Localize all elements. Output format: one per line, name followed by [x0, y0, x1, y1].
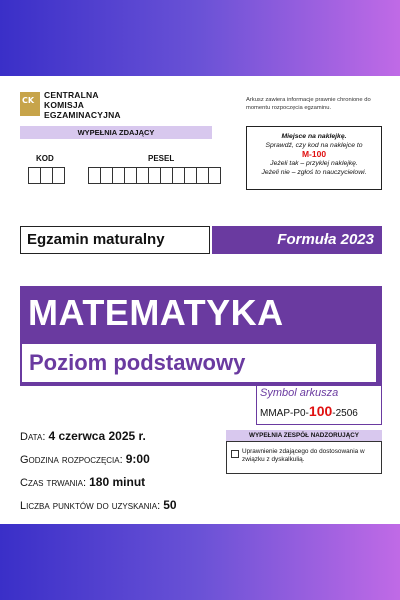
pesel-label: PESEL: [148, 154, 175, 163]
kod-label: KOD: [36, 154, 54, 163]
exam-points: [20, 498, 177, 512]
sticker-placeholder: [246, 126, 382, 190]
cke-logo-icon: CK: [20, 92, 40, 116]
exam-duration: [20, 475, 145, 489]
sticker-line: Sprawdź, czy kod na naklejce to: [265, 142, 363, 149]
exam-name: Egzamin maturalny: [20, 226, 210, 254]
symbol-mid: 100: [308, 403, 333, 419]
symbol-label: Symbol arkusza: [260, 387, 339, 399]
points-value: 50: [163, 498, 177, 512]
symbol-code: [260, 403, 358, 419]
subject-title: MATEMATYKA: [28, 292, 284, 333]
sticker-title: Miejsce na naklejkę.: [281, 133, 347, 140]
dyscalculia-label: Uprawnienie zdającego do dostosowania w związku z dyskalkulią.: [242, 448, 365, 463]
institution-line: CENTRALNA: [44, 90, 99, 100]
sticker-line: Jeżeli nie – zgłoś to nauczycielowi.: [261, 169, 367, 176]
duration-label: Czas trwania:: [20, 477, 87, 489]
start-label: Godzina rozpoczęcia:: [20, 454, 123, 466]
exam-date: [20, 429, 146, 443]
points-label: Liczba punktów do uzyskania:: [20, 500, 161, 512]
pesel-digit-cell[interactable]: [208, 167, 221, 184]
supervisor-header: WYPEŁNIA ZESPÓŁ NADZORUJĄCY: [226, 430, 382, 442]
bottom-gradient-band: [0, 524, 400, 600]
pesel-input-cells[interactable]: [88, 167, 220, 184]
sticker-code: M-100: [301, 149, 327, 159]
kod-input-cells[interactable]: [28, 167, 64, 184]
duration-value: 180 minut: [89, 475, 146, 489]
symbol-suffix: -2506: [332, 408, 358, 419]
symbol-prefix: MMAP-P0-: [260, 408, 309, 419]
exam-formula: Formuła 2023: [212, 226, 382, 254]
date-value: 4 czerwca 2025 r.: [48, 429, 146, 443]
top-gradient-band: [0, 0, 400, 76]
kod-digit-cell[interactable]: [52, 167, 65, 184]
exam-start-time: [20, 452, 150, 466]
date-label: Data:: [20, 431, 46, 443]
institution-name: [44, 90, 121, 120]
sticker-line: Jeżeli tak – przyklej naklejkę.: [270, 160, 358, 167]
dyscalculia-checkbox[interactable]: [231, 450, 239, 458]
start-value: 9:00: [125, 452, 150, 466]
student-fill-header: WYPEŁNIA ZDAJĄCY: [20, 126, 212, 139]
institution-line: EGZAMINACYJNA: [44, 110, 121, 120]
institution-line: KOMISJA: [44, 100, 85, 110]
exam-level: Poziom podstawowy: [20, 342, 378, 384]
confidentiality-notice: Arkusz zawiera informacje prawnie chronione do momentu rozpoczęcia egzaminu.: [246, 97, 371, 111]
